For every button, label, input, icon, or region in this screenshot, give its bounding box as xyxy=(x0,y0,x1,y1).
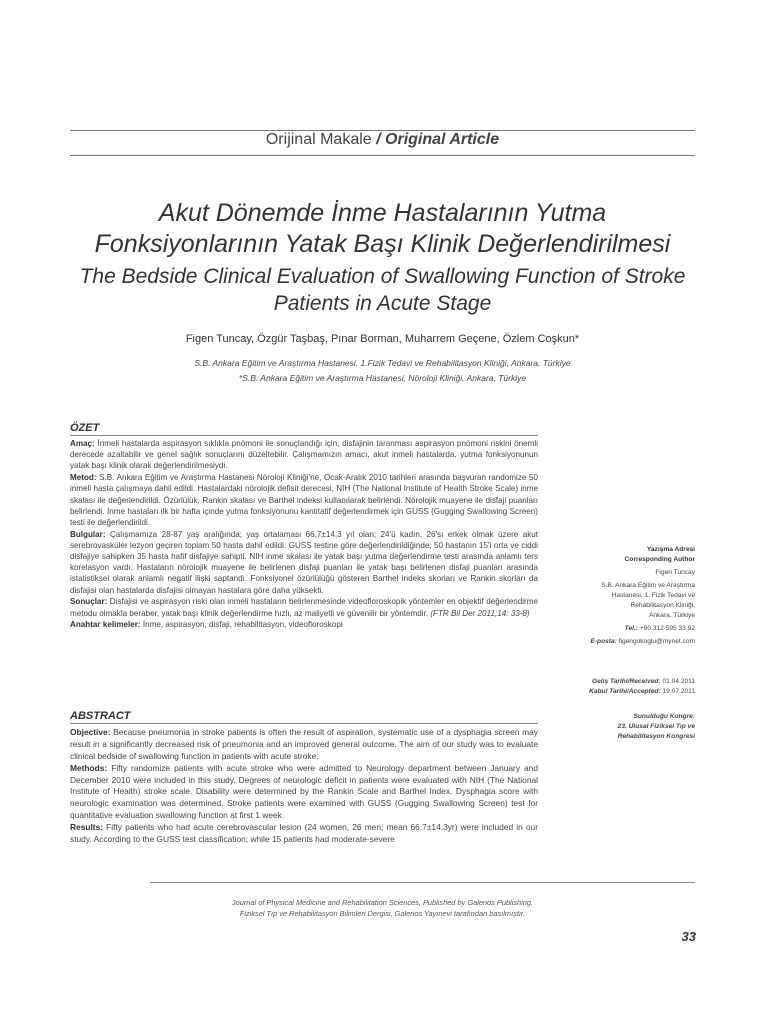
header-rule-bottom xyxy=(70,155,695,156)
congress-line2: 23. Ulusal Fiziksel Tıp ve xyxy=(617,723,695,730)
methods-label: Methods: xyxy=(70,762,108,773)
congress-block xyxy=(555,712,695,742)
tel-label: Tel.: xyxy=(624,625,638,632)
title-tr-line1: Akut Dönemde İnme Hastalarının Yutma xyxy=(158,199,607,227)
ozet-amac xyxy=(70,438,538,472)
accepted-value: 19.07.2011 xyxy=(660,688,695,695)
abstract-body xyxy=(70,727,538,846)
objective-label: Objective: xyxy=(70,727,111,737)
email-label: E-posta: xyxy=(590,638,617,645)
abstract-methods xyxy=(70,763,538,822)
methods-text: Fifty randomize patients with acute stroke who were admitted to Neurology department between January and December 2010 were included in this study. Degrees of neurologic deficit in patients were evaluated with NIH (The National Institute of Health) stroke scale. Disability were determined by the Rankin Scale and Barthel Index. Dysphagia score with neurologic examination was determined. Stroke patients were examined with GUSS (Gugging Swallowing Screen) test for quantitative evaluation swallowing function at first 1 week. xyxy=(70,762,538,821)
results-text: Fifty patients who had acute cerebrovascular lesion (24 women, 26 men; mean 66.7±14.3yr) were included in our study. According to the GUSS test classification; while 15 patients had moderate-severe xyxy=(70,822,538,845)
sonuclar-label: Sonuçlar: xyxy=(70,597,108,607)
corr-title-tr xyxy=(555,545,695,555)
received-label: Geliş Tarihi/Received: xyxy=(592,678,661,685)
congress-line1: Sunulduğu Kongre: xyxy=(633,713,695,720)
footer-line2: Fiziksel Tıp ve Rehabilitasyon Bilimleri Dergisi, Galenos Yayınevi tarafından basılmıştır. xyxy=(239,909,526,918)
title-tr-line2: Fonksiyonlarının Yatak Başı Klinik Değerlendirilmesi xyxy=(94,230,671,258)
corr-title-en-text: Corresponding Author xyxy=(624,556,695,563)
metod-label: Metod: xyxy=(70,473,97,483)
corr-title-en xyxy=(555,555,695,565)
ozet-bulgular xyxy=(70,529,538,596)
ozet-heading: ÖZET xyxy=(70,422,100,434)
tel-value: +90 312 595 33 92 xyxy=(637,625,695,632)
corr-tel xyxy=(555,624,695,634)
accepted-date xyxy=(555,687,695,697)
ozet-metod xyxy=(70,472,538,528)
abstract-heading: ABSTRACT xyxy=(70,710,131,722)
bulgular-label: Bulgular: xyxy=(70,529,106,539)
bulgular-text: Çalışmamıza 28-87 yaş aralığında; yaş ortalaması 66,7±14,3 yıl olan; 24'ü kadın, 26'sı erkek olmak üzere akut serebrovasküler lezyon geçiren toplam 50 hasta dahil edildi. GUSS testine göre değerlendirildiğinde; 50 hastanın 15'i orta ve ciddi disfajiye sahipken 35 hasta hafif disfajiye sahipti. NIH inme skalası ile yatak başı yutma değerlendirme testi arasında anlamlı ters korelasyon vardı. Hastaların nörolojik muayene ile belirlenen disfaji puanları ile yatak başı belirlenen disfaji puanları arasında istatistiksel olarak anlamlı negatif ilişki saptandı. Fonksiyonel özürlülüğü gösteren Barthel indeks skorları ve Rankin skorları da disfajisi olan hastalarda disfajisi olmayan hastalara göre daha yüksekti. xyxy=(70,529,538,595)
correspondence-block xyxy=(555,545,695,647)
footer xyxy=(70,897,695,919)
amac-label: Amaç: xyxy=(70,439,95,448)
article-type-tr: Orijinal Makale xyxy=(265,131,372,148)
footer-rule xyxy=(150,882,695,883)
article-type-header xyxy=(70,130,695,155)
accepted-label: Kabul Tarihi/Accepted: xyxy=(589,688,661,695)
corr-addr4: Ankara, Türkiye xyxy=(648,612,695,619)
metod-text: S.B. Ankara Eğitim ve Araştırma Hastanesi Nöroloji Kliniği'ne, Ocak-Aralık 2010 tarihleri arasında başvuran randomize 50 inmeli hasta çalışmaya dahil edildi. Hastalardaki nörolojik defisit derecesi, NIH (The National Institute of Health Stroke Scale) inme skalası ile değerlendirildi. Özürlülük, Rankin skalası ve Barthel indeksi kullanılarak belirlendi. Nörolojik muayene ile disfaji puanları belirlendi. İnme hastaları ilk bir hafta içinde yutma fonksiyonunu kantitatif değerlendirmek için GUSS (Gugging Swallowing Screen) testi ile değerlendirildi. xyxy=(70,473,538,527)
title-english xyxy=(70,263,695,317)
corr-name: Figen Tuncay xyxy=(655,569,695,576)
ozet-body xyxy=(70,438,538,631)
objective-text: Because pneumonia in stroke patients is often the result of aspiration, systematic use of a dysphagia screen may result in a significantly decreased risk of pneumonia and an improved general outcome. The aim of our study was to evaluate clinical bedside of swallowing function in patients with acute stroke. xyxy=(70,727,538,761)
abstract-objective xyxy=(70,727,538,762)
authors: Figen Tuncay, Özgür Taşbaş, Pınar Borman, Muharrem Geçene, Özlem Coşkun* xyxy=(185,333,580,345)
title-turkish xyxy=(70,198,695,260)
congress-line3: Rehabilitasyon Kongresi xyxy=(617,733,695,740)
title-en-line2: Patients in Acute Stage xyxy=(273,292,492,315)
sonuclar-text: Disfajisi ve aspirasyon riski olan inmeli hastaların belirlenmesinde videofloroskopik yöntemler en objektif değerlendirme metodu olmakla beraber, yatak başı klinik değerlendirme hızlı, az maliyetli ve güvenilir bir yöntemdir. xyxy=(70,597,538,618)
ozet-rule xyxy=(70,435,538,436)
anahtar-label: Anahtar kelimeler: xyxy=(70,620,141,630)
amac-text: İnmeli hastalarda aspirasyon sıklıkla pnömoni ile sonuçlandığı için, disfajinin taranması aspirasyon pnömoni riskini önemli derecede azaltabilir ve genel sağlık sonuçlarını düzeltebilir. Çalışmamızın amacı, akut inmeli hastalarda, yutma fonksiyonunun yatak başı klinik olarak değerlendirilmesiydi. xyxy=(70,439,538,471)
title-en-line1: The Bedside Clinical Evaluation of Swallowing Function of Stroke xyxy=(79,265,686,288)
anahtar-text: İnme, aspirasyon, disfaji, rehabilitasyon, videofloroskopi xyxy=(140,620,343,630)
corr-addr3: Rehabilitasyon Kliniği, xyxy=(630,602,695,609)
email-value: figengokoglu@mynet.com xyxy=(616,638,695,645)
corr-addr2: Hastanesi, 1. Fizik Tedavi ve xyxy=(611,592,695,599)
article-type-separator: / xyxy=(371,131,386,148)
received-date xyxy=(555,677,695,687)
dates-block xyxy=(555,677,695,697)
ozet-sonuclar xyxy=(70,596,538,618)
article-type-en: Original Article xyxy=(385,131,500,148)
footer-line1: Journal of Physical Medicine and Rehabilitation Sciences, Published by Galenos Publishing. xyxy=(231,898,534,907)
abstract-results xyxy=(70,822,538,846)
affiliation-1: S.B. Ankara Eğitim ve Araştırma Hastanesi, 1.Fizik Tedavi ve Rehabilitasyon Kliniği, Ankara, Türkiye xyxy=(194,358,571,368)
ozet-anahtar xyxy=(70,619,538,630)
received-value: 01.04.2011 xyxy=(660,678,695,685)
abstract-rule xyxy=(70,723,538,724)
corr-email xyxy=(555,637,695,647)
page-number: 33 xyxy=(681,929,696,944)
results-label: Results: xyxy=(70,822,104,833)
affiliation-2: *S.B. Ankara Eğitim ve Araştırma Hastanesi, Nöroloji Kliniği, Ankara, Türkiye xyxy=(238,373,527,383)
citation: (FTR Bil Der 2011;14: 33-8) xyxy=(428,608,530,618)
corr-addr1: S.B. Ankara Eğitim ve Araştırma xyxy=(601,582,695,589)
corr-title-tr-text: Yazışma Adresi xyxy=(646,546,695,553)
